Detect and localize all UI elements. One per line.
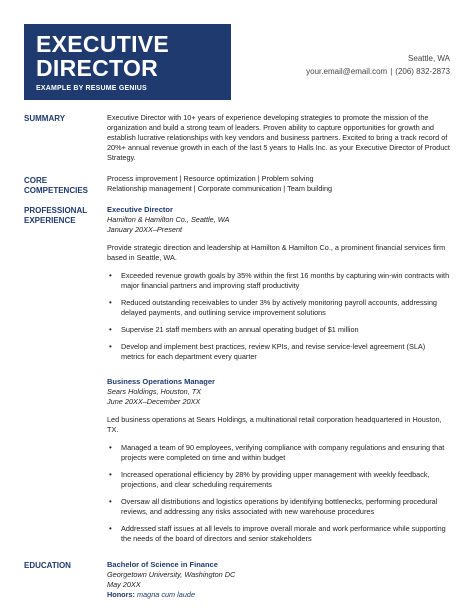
summary-heading: SUMMARY: [24, 114, 66, 123]
list-item: [107, 342, 450, 362]
competencies-heading-line-2: COMPETENCIES: [24, 186, 89, 195]
honors-line: [107, 590, 450, 600]
list-item: [107, 325, 450, 335]
contact-line: [306, 65, 450, 78]
bullet-text: Reduced outstanding receivables to under 3% by actively monitoring payroll accounts, addressing delayed payments, and outlining service improvement solutions: [121, 298, 437, 317]
name-line-1: EXECUTIVE: [36, 31, 170, 57]
bullet-icon: •: [109, 342, 112, 351]
experience-heading-line-1: PROFESSIONAL: [24, 206, 88, 215]
phone[interactable]: (206) 832-2873: [395, 67, 450, 76]
bullet-text: Exceeded revenue growth goals by 35% within the first 16 months by capturing win-win contracts with major financial partners and improving staff productivity: [121, 271, 450, 290]
email[interactable]: your.email@email.com: [306, 67, 388, 76]
list-item: [107, 470, 450, 490]
bullet-text: Increased operational efficiency by 28% by providing upper management with weekly feedback, projections, and clear scheduling requirements: [121, 470, 430, 489]
education-body: [107, 560, 450, 600]
bullet-icon: •: [109, 298, 112, 307]
bullet-icon: •: [109, 497, 112, 506]
job-bullet-list: [107, 271, 450, 362]
competencies-heading-line-1: CORE: [24, 176, 48, 185]
summary-body: [107, 113, 450, 163]
bullet-text: Managed a team of 90 employees, verifying compliance with company regulations and ensuring that projects were completed on time and within budget: [121, 443, 445, 462]
competencies-line-1: Process improvement | Resource optimization | Problem solving: [107, 174, 314, 183]
bullet-icon: •: [109, 443, 112, 452]
job-description: Led business operations at Sears Holdings, a multinational retail corporation headquartered in Houston, TX.: [107, 415, 442, 434]
bullet-text: Oversaw all distributions and logistics operations by identifying bottlenecks, performing procedural reviews, and addressing any risks associated with new warehouse procedures: [121, 497, 438, 516]
job-dates: January 20XX–Present: [107, 225, 183, 234]
location: Seattle, WA: [408, 54, 450, 63]
honors-value: magna cum laude: [137, 590, 196, 599]
bullet-icon: •: [109, 470, 112, 479]
list-item: [107, 271, 450, 291]
competencies-heading: [24, 176, 104, 196]
education-heading: EDUCATION: [24, 561, 71, 570]
job-bullet-list: [107, 443, 450, 544]
list-item: [107, 524, 450, 544]
job-title: Executive Director: [107, 205, 173, 214]
competencies-line-2: Relationship management | Corporate communication | Team building: [107, 184, 333, 193]
job-title: Business Operations Manager: [107, 377, 215, 386]
contact-info: [306, 52, 450, 78]
separator: |: [390, 67, 393, 76]
job-company: Hamilton & Hamilton Co., Seattle, WA: [107, 215, 230, 224]
name-line-2: DIRECTOR: [36, 55, 159, 81]
summary-text: Executive Director with 10+ years of experience developing strategies to promote the mission of the organization and build a strong team of leaders. Proven ability to capture opportunities for growth and establish lucrative relationships with key vendors and business partners. Excited to bring a track record of 20%+ annual revenue growth in each of the last 5 years to Halls Inc. as your Executive Director of Product Strategy.: [107, 113, 450, 162]
experience-heading-line-2: EXPERIENCE: [24, 216, 76, 225]
experience-heading: [24, 206, 104, 226]
competencies-body: [107, 174, 450, 194]
graduation-date: May 20XX: [107, 580, 141, 589]
bullet-text: Develop and implement best practices, review KPIs, and revise service-level agreement (SLA) metrics for each department every quarter: [121, 342, 426, 361]
bullet-text: Supervise 21 staff members with an annual operating budget of $1 million: [121, 325, 359, 334]
job-description: Provide strategic direction and leadership at Hamilton & Hamilton Co., a prominent financial services firm based in Seattle, WA.: [107, 243, 446, 262]
name-subtitle: EXAMPLE BY RESUME GENIUS: [36, 85, 147, 92]
degree: Bachelor of Science in Finance: [107, 560, 218, 569]
name-banner: [24, 24, 231, 100]
bullet-icon: •: [109, 325, 112, 334]
job-entry: [107, 377, 450, 551]
job-company: Sears Holdings, Houston, TX: [107, 387, 202, 396]
list-item: [107, 298, 450, 318]
job-dates: June 20XX–December 20XX: [107, 397, 201, 406]
job-entry: [107, 205, 450, 369]
bullet-text: Addressed staff issues at all levels to improve overall morale and work performance while supporting the needs of the board of directors and senior stakeholders: [121, 524, 446, 543]
bullet-icon: •: [109, 271, 112, 280]
list-item: [107, 497, 450, 517]
list-item: [107, 443, 450, 463]
school: Georgetown University, Washington DC: [107, 570, 236, 579]
bullet-icon: •: [109, 524, 112, 533]
honors-label: Honors:: [107, 590, 135, 599]
